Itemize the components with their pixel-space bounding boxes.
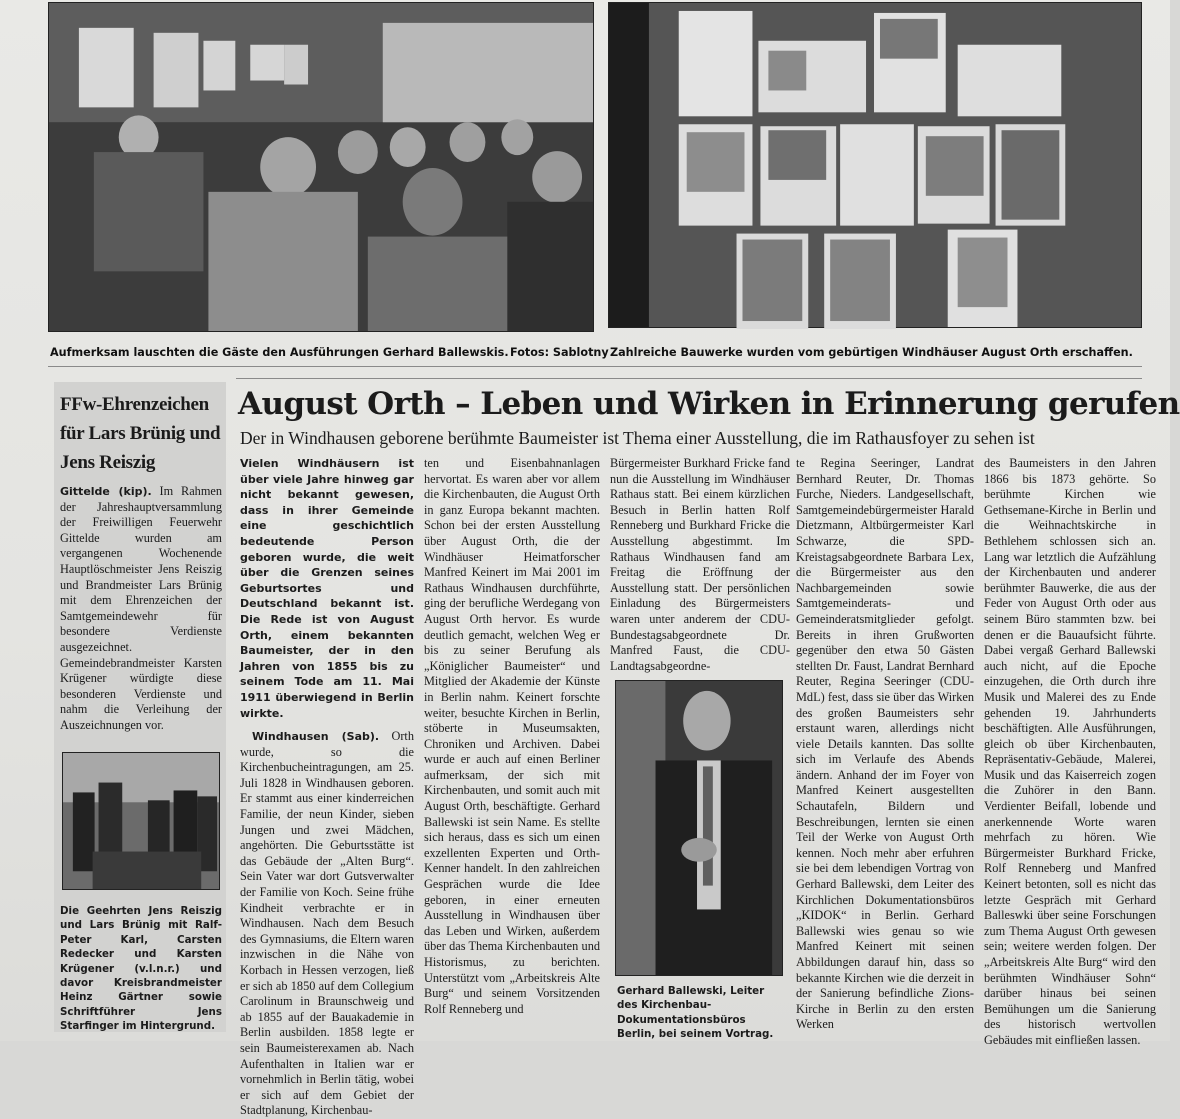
photo-credit: Fotos: Sablotny <box>510 346 609 359</box>
caption-divider <box>48 366 1142 367</box>
speaker-photo-caption: Gerhard Ballewski, Leiter des Kirchenbau-Dokumentationsbüros Berlin, bei seinem Vortrag. <box>617 985 774 1041</box>
headline-top-rule <box>236 378 1142 379</box>
article-subhead: Der in Windhausen geborene berühmte Baumeister ist Thema einer Ausstellung, die im Rathausfoyer zu sehen ist <box>240 428 1035 448</box>
article-column-4 <box>796 456 974 1034</box>
sidebar-text: Im Rahmen der Jahreshauptversammlung der Freiwilligen Feuerwehr Gittelde wurden am vergangenen Wochenende Hauptlöschmeister Jens Reiszig und Brandmeister Lars Brünig mit dem Ehrenzeichen der Samtgemeindewehr für besondere Verdienste ausgezeichnet. Gemeindebrandmeister Karsten Krügener würdigte diese besonderen Verdienste und nahm die Verleihung der Auszeichnungen vor. <box>60 484 222 732</box>
column-5-text: des Baumeisters in den Jahren 1866 bis 1873 gehörte. So berühmte Kirchen wie Gethsemane-Kirche in Berlin und die Weihnachtskirche in Bethlehem schlossen sich an. Lang war letztlich die Aufzählung der Kirchenbauten und anderer berühmter Bauwerke, die aus der Feder von August Orth oder aus seinem Büro stammten bzw. bei denen er die Bauaufsicht führte. Dabei vergaß Gerhard Ballewski auch nicht, auf die Epoche einzugehen, die Orth durch ihre Musik und Malerei des zu Ende gehenden 19. Jahrhunderts beschäftigten. Alle Ausführungen, gleich ob über Kirchenbauten, Repräsentativ-Gebäude, Malerei, Musik und das Kaiserreich zogen die Zuhörer in den Bann. Verdienter Beifall, lobende und anerkennende Worte waren mehrfach zu hören. Wie Bürgermeister Burkhard Fricke, Rolf Renneberg und Manfred Keinert betonten, soll es nicht das letzte Gespräch mit Gerhard Balleswki über seine Forschungen zum Thema August Orth gewesen sein; weitere werden folgen. Der „Arbeitskreis Alte Burg“ wird den berühmten Windhäuser Sohn“ darüber hinaus bei seinen Bemühungen um die Sanierung des historisch wertvollen Gebäudes mit einfließen lassen. <box>984 456 1156 1047</box>
firefighters-photo-caption: Die Geehrten Jens Reiszig und Lars Brünig mit Ralf-Peter Karl, Carsten Redecker und Karsten Krügener (v.l.n.r.) und davor Kreisbrandmeister Heinz Gärtner sowie Schriftführer Jens Starfinger im Hintergrund. <box>60 905 222 1033</box>
article-column-5 <box>984 456 1156 1047</box>
audience-photo <box>48 2 594 332</box>
speaker-photo <box>615 680 783 976</box>
article-headline: August Orth – Leben und Wirken in Erinnerung gerufen <box>238 386 1180 422</box>
article-column-1 <box>240 456 414 1118</box>
column-2-text: ten und Eisenbahnanlagen hervortat. Es waren aber vor allem die Kirchenbauten, die August Orth in ganz Europa bekannt machten. Schon bei der ersten Ausstellung über August Orth, die der Windhäuser Heimatforscher Manfred Keinert im Mai 2001 im Rathaus Windhausen durchführte, ging der berufliche Werdegang von August Orth hervor. Es wurde deutlich gemacht, welchen Weg er bis zu seiner Berufung als „Königlicher Baumeister“ und Mitglied der Akademie der Künste in Berlin nahm. Keinert forschte weiter, besuchte Kirchen in Berlin, stöberte in Museumsakten, Chroniken und Archiven. Dabei wurde er auch auf einen Berliner aufmerksam, der sich mit Kirchenbauten, und somit auch mit August Orth, beschäftigte. Gerhard Ballewski ist sein Name. Es stellte sich heraus, dass es sich um einen exzellenten Experten und Orth-Kenner handelt. In den zahlreichen Gesprächen wurde die Idee geboren, in einer erneuten Ausstellung in Windhausen über das Leben und Wirken, außerdem über das Thema Kirchenbauten und Historismus, zu berichten. Unterstützt vom „Arbeitskreis Alte Burg“ und seinem Vorsitzenden Rolf Renneberg und <box>424 456 600 1016</box>
sidebar-headline: FFw-Ehrenzeichen für Lars Brünig und Jens Reiszig <box>60 394 221 473</box>
article-column-3 <box>610 456 790 672</box>
column-1-text: Orth wurde, so die Kirchenbucheintragungen, am 25. Juli 1828 in Windhausen geboren. Er stammt aus einer kinderreichen Familie, der neun Kinder, sieben Jungen und zwei Mädchen, angehörten. Die Geburtsstätte ist das Gebäude der „Alten Burg“. Sein Vater war dort Gutsverwalter der Familie von Koch. Seine frühe Kindheit verbrachte er in Windhausen. Nach dem Besuch des Gymnasiums, die Eltern waren inzwischen in die Nähe von Korbach in Hessen verzogen, ließ er sich ab 1850 auf dem Collegium Carolinum in Braunschweig und ab 1855 auf der Bauakademie in Berlin ausbilden. 1858 legte er sein Baumeisterexamen ab. Nach Aufenthalten in Italien war er vornehmlich in Berlin tätig, wobei er sich auf dem Gebiet der Stadtplanung, Kirchenbau- <box>240 729 414 1118</box>
column-3-text: Bürgermeister Burkhard Fricke fand nun die Ausstellung im Windhäuser Rathaus statt. Bei einem kürzlichen Besuch in Berlin hatten Rolf Renneberg und Burkhard Fricke die Ausstellung abgestimmt. Im Rathaus Windhausen fand am Freitag die Eröffnung der Ausstellung statt. Der persönlichen Einladung des Bürgermeisters waren unter anderem der CDU-Bundestagsabgeordnete Dr. Manfred Faust, die CDU-Landtagsabgeordne- <box>610 456 790 673</box>
article-lead: Vielen Windhäusern ist über viele Jahre hinweg gar nicht bekannt gewesen, dass in ihrer Gemeinde eine geschichtlich bedeutende Person geboren wurde, die weit über die Grenzen seines Geburtsortes und Deutschland bekannt ist. Die Rede ist von August Orth, einem bekannten Baumeister, der in den Jahren von 1855 bis zu seinem Tode am 11. Mai 1911 überwiegend in Berlin wirkte. <box>240 457 414 720</box>
sidebar-body <box>60 484 222 734</box>
article-dateline: Windhausen (Sab). <box>252 730 380 744</box>
firefighters-photo <box>62 752 220 890</box>
exhibition-photo-caption: Zahlreiche Bauwerke wurden vom gebürtigen Windhäuser August Orth erschaffen. <box>610 346 1133 359</box>
column-4-text: te Regina Seeringer, Landrat Bernhard Reuter, Dr. Thomas Furche, Nieders. Landgesellschaft, Samtgemeindebürgermeister Harald Dietzmann, Altbürgermeister Karl Schwarze, die SPD-Kreistagsabgeordnete Barbara Lex, die Bürgermeister aus den Nachbargemeinden sowie Samtgemeinderats- und Gemeinderatsmitglieder gefolgt. Bereits in ihren Grußworten gegenüber den etwa 50 Gästen stellten Dr. Faust, Landrat Bernhard Reuter, Regina Seeringer (CDU-MdL) fest, dass sie über das Wirken des großen Baumeisters sehr erstaunt waren, allerdings nicht viele Details kannten. Das sollte sich im Verlaufe des Abends ändern. Anhand der im Foyer von Manfred Keinert ausgestellten Schautafeln, Bildern und Beschreibungen, lernten sie einen Teil der Werke von August Orth kennen. Noch mehr aber erfuhren sie bei dem lebendigen Vortrag von Gerhard Ballewski, dem Leiter des Kirchlichen Dokumentationsbüros „KIDOK“ in Berlin. Gerhard Ballewski wies genau so wie Manfred Keinert mit seinen Abbildungen darauf hin, dass so bekannte Kirchen wie die derzeit in der Sanierung befindliche Zions-Kirche in Berlin zu den ersten Werken <box>796 456 974 1032</box>
article-column-2 <box>424 456 600 1034</box>
sidebar-dateline: Gittelde (kip). <box>60 485 152 498</box>
audience-photo-caption: Aufmerksam lauschten die Gäste den Ausführungen Gerhard Ballewskis. <box>50 346 509 359</box>
exhibition-photo <box>608 2 1142 328</box>
